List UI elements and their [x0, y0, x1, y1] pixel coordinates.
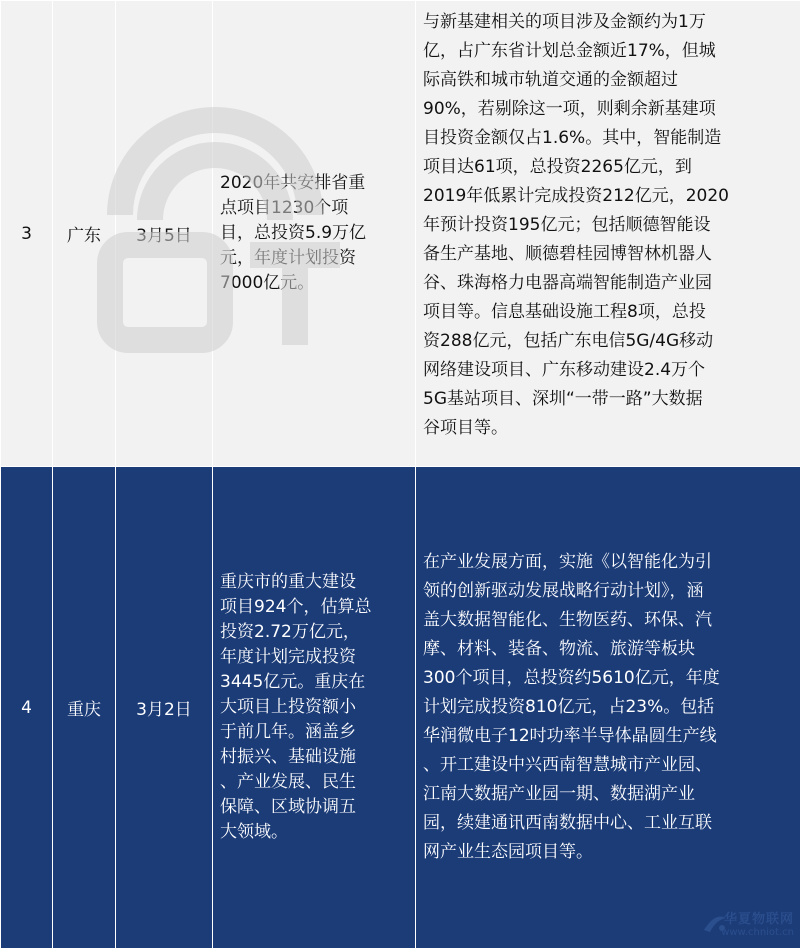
summary-cell — [213, 467, 416, 949]
brand-logo — [702, 908, 794, 942]
summary-cell — [213, 1, 416, 467]
date-cell: 3月5日 — [116, 1, 213, 467]
detail-text: 与新基建相关的项目涉及金额约为1万 亿，占广东省计划总金额近17%，但城 际高铁和城市轨道交通的金额超过 90%，若剔除这一项，则剩余新基建项 目投资金额仅占1.6%。其中，智能制造 项目达61项，总投资2265亿元，到 2019年低累计完成投资212亿元，2020 年预计投资195亿元；包括顺德智能设 备生产基地、顺德碧桂园博智林机器人 谷、珠海格力电器高端智能制造产业园 项目等。信息基础设施工程8项，总投 资288亿元，包括广东电信5G/4G移动 网络建设项目、广东移动建设2.4万个 5G基站项目、深圳“一带一路”大数据 谷项目等。 — [416, 1, 800, 443]
table-row — [1, 1, 800, 467]
table-row — [1, 467, 800, 949]
row-number: 4 — [1, 467, 53, 949]
province-cell: 重庆 — [53, 467, 116, 949]
detail-cell — [416, 1, 800, 467]
province-cell: 广东 — [53, 1, 116, 467]
date-cell: 3月2日 — [116, 467, 213, 949]
row-number: 3 — [1, 1, 53, 467]
detail-cell — [416, 467, 800, 949]
summary-text: 重庆市的重大建设 项目924个，估算总 投资2.72万亿元， 年度计划完成投资 3445亿元。重庆在 大项目上投资额小 于前几年。涵盖乡 村振兴、基础设施 、产业发展、民生 保障、区域协调五 大领域。 — [213, 570, 415, 845]
logo-url: www.chniot.cn — [721, 927, 794, 938]
detail-text: 在产业发展方面，实施《以智能化为引 领的创新驱动发展战略行动计划》，涵 盖大数据智能化、生物医药、环保、汽 摩、材料、装备、物流、旅游等板块 300个项目，总投资约5610亿元，年度 计划完成投资810亿元，占23%。包括 华润微电子12吋功率半导体晶圆生产线 、开工建设中兴西南智慧城市产业园、 江南大数据产业园一期、数据湖产业 园，续建通讯西南数据中心、工业互联 网产业生态园项目等。 — [416, 548, 800, 867]
logo-name: 华夏物联网 — [724, 908, 794, 927]
summary-text: 2020年共安排省重 点项目1230个项 目，总投资5.9万亿 元，年度计划投资 7000亿元。 — [213, 171, 415, 296]
